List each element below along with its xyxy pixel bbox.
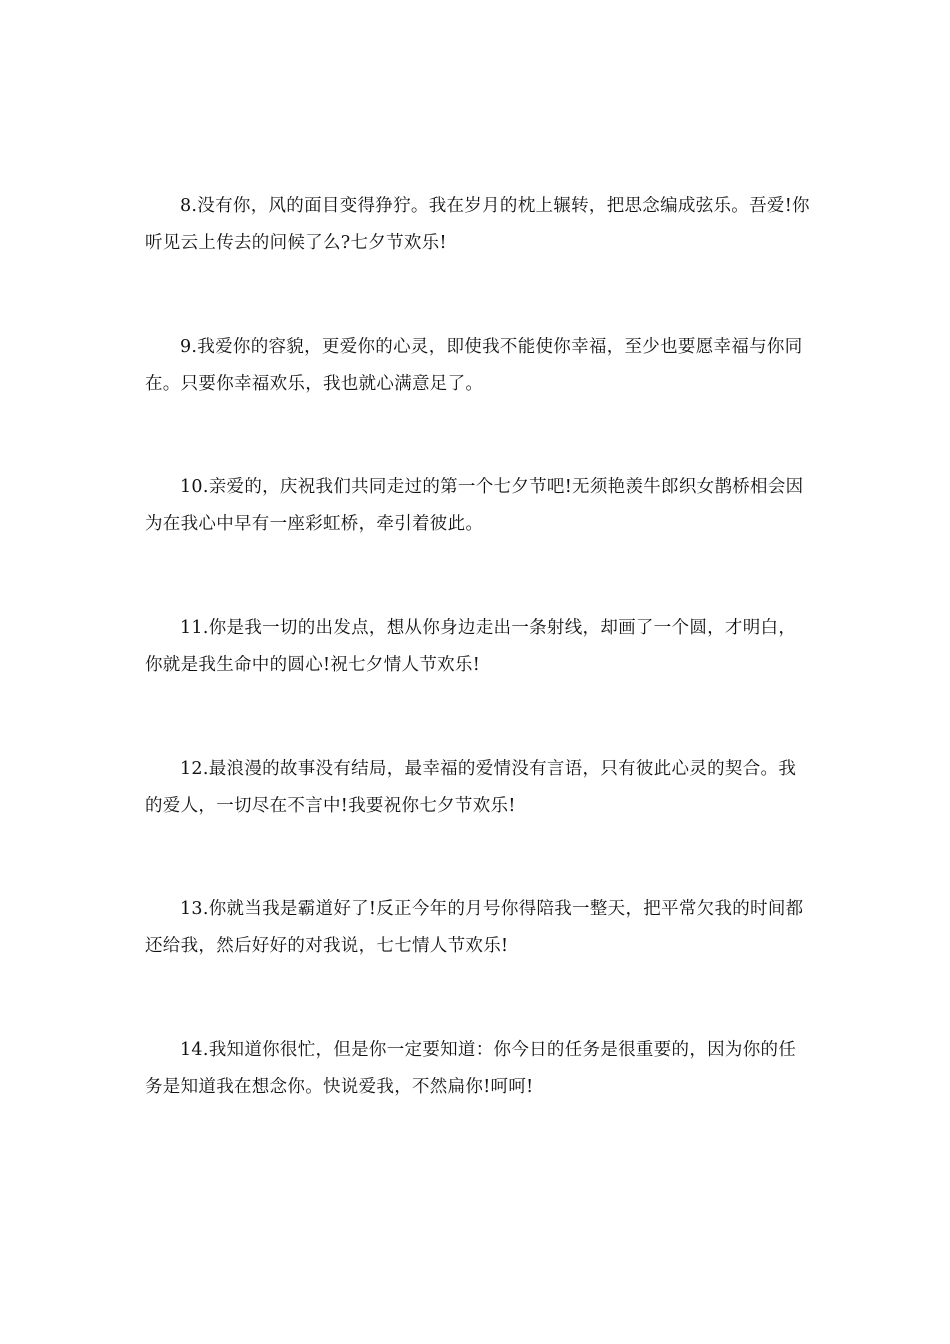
paragraph-11: 11.你是我一切的出发点，想从你身边走出一条射线，却画了一个圆，才明白，你就是我生命中的圆心!祝七夕情人节欢乐! [145, 618, 797, 675]
paragraph-12: 12.最浪漫的故事没有结局，最幸福的爱情没有言语，只有彼此心灵的契合。我的爱人，一切尽在不言中!我要祝你七夕节欢乐! [145, 759, 797, 816]
paragraph-10: 10.亲爱的，庆祝我们共同走过的第一个七夕节吧!无须艳羡牛郎织女鹊桥相会因为在我心中早有一座彩虹桥，牵引着彼此。 [145, 477, 804, 534]
paragraph-8: 8.没有你，风的面目变得狰狞。我在岁月的枕上辗转，把思念编成弦乐。吾爱!你听见云上传去的问候了么?七夕节欢乐! [145, 196, 810, 253]
paragraph-13: 13.你就当我是霸道好了!反正今年的月号你得陪我一整天，把平常欠我的时间都还给我，然后好好的对我说，七七情人节欢乐! [145, 899, 804, 956]
paragraph-14: 14.我知道你很忙，但是你一定要知道：你今日的任务是很重要的，因为你的任务是知道我在想念你。快说爱我，不然扁你!呵呵! [145, 1040, 797, 1097]
paragraph-9: 9.我爱你的容貌，更爱你的心灵，即使我不能使你幸福，至少也要愿幸福与你同在。只要你幸福欢乐，我也就心满意足了。 [145, 337, 803, 394]
